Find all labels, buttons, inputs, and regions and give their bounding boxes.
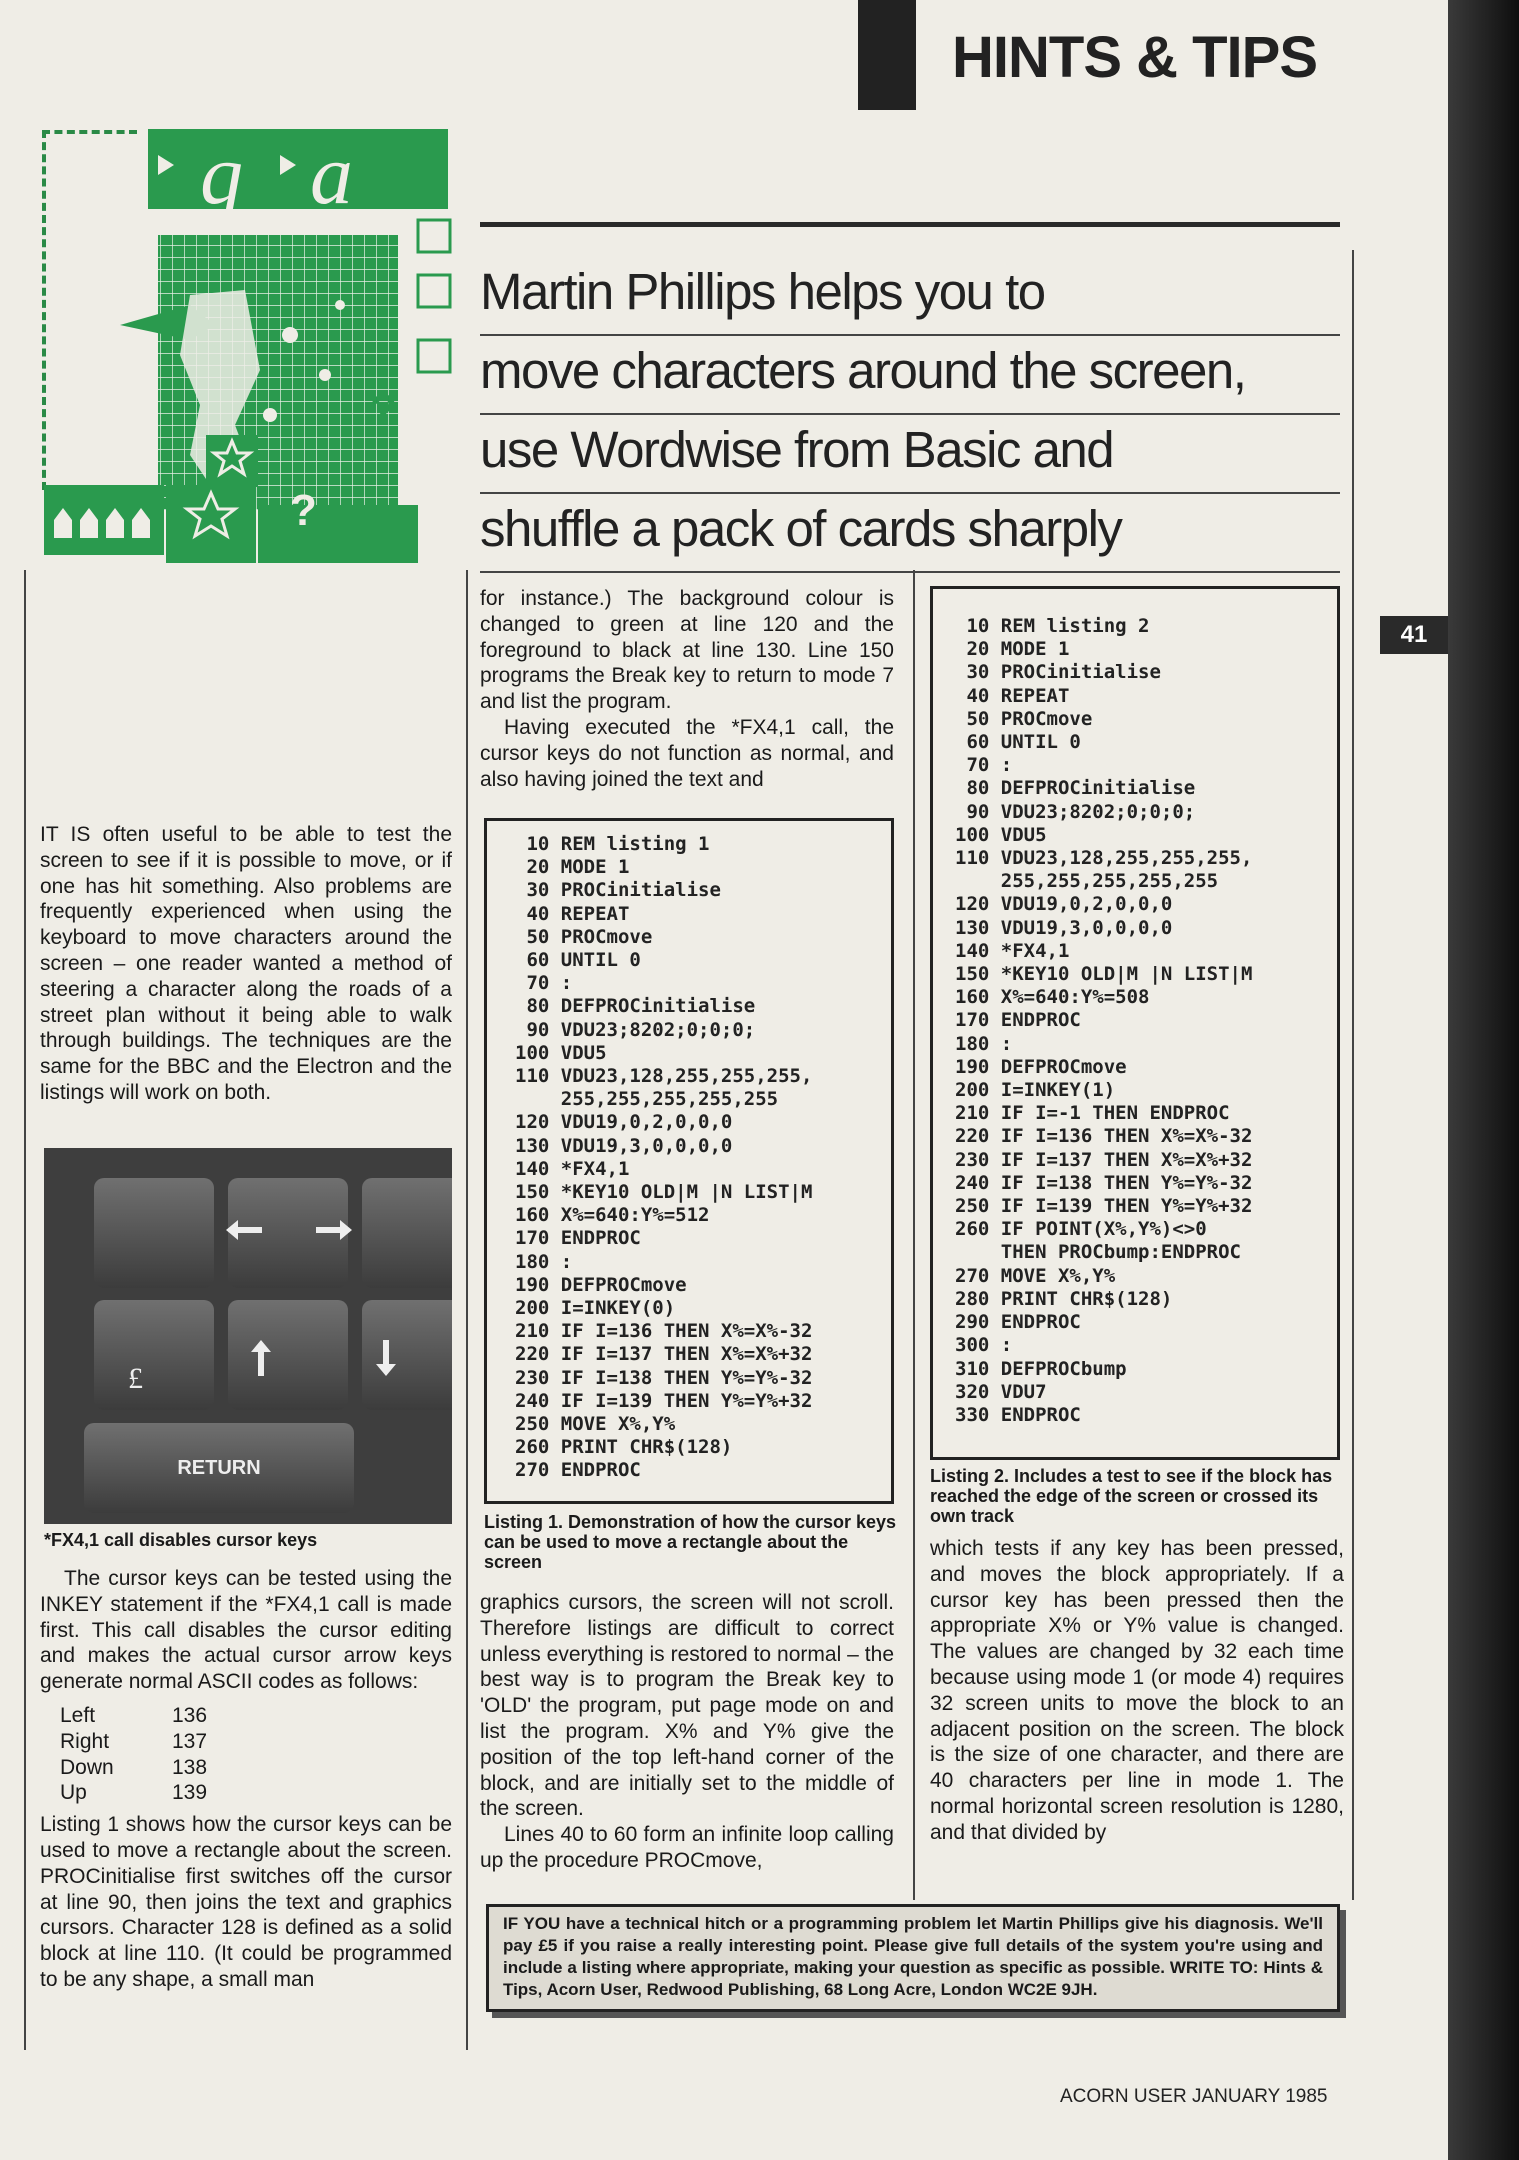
code-line: 90 VDU23;8202;0;0;0; (955, 800, 1196, 823)
code-line: 20 MODE 1 (955, 638, 1070, 661)
code-line: 300 : (955, 1334, 1013, 1357)
paragraph: Listing 1 shows how the cursor keys can be used to move a rectangle about the screen. PROCinitialise first switches off the cursor at line 90, then joins the text and graphics cursors. Character 128 is defined as a solid block at line 110. (It could be programmed to be any shape, a small man (40, 1813, 452, 1991)
column-3-body (930, 1536, 1344, 1846)
svg-text:q: q (200, 126, 243, 222)
code-line: THEN PROCbump:ENDPROC (955, 1241, 1241, 1264)
key-code-row (60, 1703, 207, 1729)
headline-line: move characters around the screen, (480, 336, 1340, 415)
code-line: 140 *FX4,1 (955, 939, 1070, 962)
code-line: 10 REM listing 1 (515, 833, 710, 855)
listing-2-caption: Listing 2. Includes a test to see if the block has reached the edge of the screen or crossed its own track (930, 1466, 1333, 1526)
code-line: 200 I=INKEY(0) (515, 1297, 676, 1320)
code-line: 280 PRINT CHR$(128) (955, 1287, 1173, 1310)
code-line: 130 VDU19,3,0,0,0,0 (955, 916, 1173, 939)
key-name: Right (60, 1729, 110, 1753)
listing-2-code (955, 615, 1337, 1427)
key-code: 137 (172, 1729, 208, 1753)
svg-text:£: £ (128, 1362, 143, 1394)
code-line: 150 *KEY10 OLD|M |N LIST|M (955, 963, 1253, 986)
code-line: 220 IF I=136 THEN X%=X%-32 (955, 1125, 1253, 1148)
code-line: 200 I=INKEY(1) (955, 1079, 1116, 1102)
code-line: 260 IF POINT(X%,Y%)<>0 (955, 1218, 1207, 1241)
right-arrow-icon (314, 1218, 354, 1242)
code-line: 210 IF I=136 THEN X%=X%-32 (515, 1320, 813, 1343)
code-line: 240 IF I=139 THEN Y%=Y%+32 (515, 1389, 813, 1412)
left-arrow-icon (224, 1218, 264, 1242)
section-header: HINTS & TIPS (952, 25, 1318, 90)
down-arrow-icon (374, 1338, 398, 1378)
code-line: 270 MOVE X%,Y% (955, 1264, 1116, 1287)
code-line: 230 IF I=137 THEN X%=X%+32 (955, 1148, 1253, 1171)
submission-info-box: IF YOU have a technical hitch or a programming problem let Martin Phillips give his diagnosis. We'll pay £5 if you raise a really interesting point. Please give full details of the system you're using and include a listing where appropriate, making your question as specific as possible. WRITE TO: Hints & Tips, Acorn User, Redwood Publishing, 68 Long Acre, London WC2E 9JH. (486, 1904, 1340, 2012)
column-2-top (480, 586, 894, 792)
code-line: 330 ENDPROC (955, 1403, 1081, 1426)
code-line: 210 IF I=-1 THEN ENDPROC (955, 1102, 1230, 1125)
code-line: 160 X%=640:Y%=512 (515, 1204, 710, 1227)
photo-key (94, 1178, 214, 1288)
code-line: 110 VDU23,128,255,255,255, (515, 1065, 813, 1088)
photo-key-return (84, 1423, 354, 1513)
paragraph: graphics cursors, the screen will not scroll. Therefore listings are difficult to correct unless everything is restored to normal – the best way is to program the Break key to 'OLD' the program, put page mode on and list the program. X% and Y% give the position of the top left-hand corner of the block, and are initially set to the middle of the screen. (480, 1591, 894, 1821)
listing-1 (484, 818, 894, 1504)
code-line: 170 ENDPROC (955, 1009, 1081, 1032)
key-code: 138 (172, 1755, 208, 1779)
code-line: 50 PROCmove (515, 925, 653, 948)
qa-logo (40, 125, 460, 565)
up-arrow-icon (249, 1338, 273, 1378)
code-line: 290 ENDPROC (955, 1311, 1081, 1334)
code-line: 230 IF I=138 THEN Y%=Y%-32 (515, 1366, 813, 1389)
key-code-table (60, 1703, 207, 1806)
code-line: 150 *KEY10 OLD|M |N LIST|M (515, 1181, 813, 1204)
code-line: 40 REPEAT (515, 902, 630, 925)
code-line: 270 ENDPROC (515, 1459, 641, 1482)
code-line: 70 : (955, 754, 1013, 777)
code-line: 90 VDU23;8202;0;0;0; (515, 1018, 756, 1041)
code-line: 190 DEFPROCmove (955, 1055, 1127, 1078)
code-line: 255,255,255,255,255 (955, 870, 1219, 893)
code-line: 180 : (515, 1250, 573, 1273)
code-line: 240 IF I=138 THEN Y%=Y%-32 (955, 1171, 1253, 1194)
code-line: 255,255,255,255,255 (515, 1088, 779, 1111)
code-line: 130 VDU19,3,0,0,0,0 (515, 1134, 733, 1157)
code-line: 110 VDU23,128,255,255,255, (955, 847, 1253, 870)
intro-paragraph: IT IS often useful to be able to test the screen to see if it is possible to move, or if one has hit something. Also problems are frequently experienced when using the keyboard to move characters around the screen – one reader wanted a method of steering a character along the roads of a street plan without it being able to walk through buildings. The techniques are the same for the BBC and the Electron and the listings will work on both. (40, 823, 452, 1104)
code-line: 10 REM listing 2 (955, 615, 1150, 637)
photo-key (94, 1300, 214, 1410)
column-rule (466, 570, 468, 2050)
svg-text:?: ? (370, 386, 397, 435)
key-code: 136 (172, 1703, 208, 1727)
code-line: 160 X%=640:Y%=508 (955, 986, 1150, 1009)
key-name: Left (60, 1703, 96, 1727)
code-line: 30 PROCinitialise (955, 661, 1161, 684)
code-line: 70 : (515, 972, 573, 995)
photo-key (228, 1300, 348, 1410)
code-line: 30 PROCinitialise (515, 879, 721, 902)
page-number: 41 (1380, 616, 1448, 654)
headline-line: use Wordwise from Basic and (480, 415, 1340, 494)
listing-2 (930, 586, 1340, 1460)
code-line: 80 DEFPROCinitialise (955, 777, 1196, 800)
code-line: 220 IF I=137 THEN X%=X%+32 (515, 1343, 813, 1366)
code-line: 190 DEFPROCmove (515, 1273, 687, 1296)
key-code-row (60, 1755, 207, 1781)
code-line: 120 VDU19,0,2,0,0,0 (515, 1111, 733, 1134)
code-line: 140 *FX4,1 (515, 1157, 630, 1180)
page-footer: ACORN USER JANUARY 1985 (1060, 2086, 1328, 2107)
svg-text:a: a (310, 126, 353, 222)
paragraph: Lines 40 to 60 form an infinite loop calling up the procedure PROCmove, (480, 1823, 894, 1872)
article-headline (480, 222, 1340, 573)
code-line: 100 VDU5 (955, 823, 1047, 846)
paragraph: for instance.) The background colour is changed to green at line 120 and the foreground to black at line 130. Line 150 programs the Break key to return to mode 7 and list the program. (480, 587, 894, 714)
code-line: 250 MOVE X%,Y% (515, 1413, 676, 1436)
paragraph: Having executed the *FX4,1 call, the cursor keys do not function as normal, and also having joined the text and (480, 715, 894, 791)
listing-1-code (515, 833, 891, 1483)
key-name: Up (60, 1781, 87, 1805)
code-line: 40 REPEAT (955, 684, 1070, 707)
column-2-body (480, 1590, 894, 1874)
headline-top-rule (480, 222, 1340, 227)
header-bar (858, 0, 916, 110)
code-line: 310 DEFPROCbump (955, 1357, 1127, 1380)
pound-sign-icon (124, 1360, 154, 1394)
column-rule (913, 570, 915, 1900)
code-line: 80 DEFPROCinitialise (515, 995, 756, 1018)
page-binding-edge (1448, 0, 1519, 2160)
code-line: 100 VDU5 (515, 1041, 607, 1064)
code-line: 320 VDU7 (955, 1380, 1047, 1403)
key-code-row (60, 1729, 207, 1755)
key-code: 139 (172, 1781, 208, 1805)
photo-caption: *FX4,1 call disables cursor keys (44, 1530, 318, 1550)
listing-1-caption: Listing 1. Demonstration of how the cursor keys can be used to move a rectangle about the screen (484, 1512, 897, 1572)
code-line: 260 PRINT CHR$(128) (515, 1436, 733, 1459)
code-line: 60 UNTIL 0 (955, 731, 1081, 754)
code-line: 120 VDU19,0,2,0,0,0 (955, 893, 1173, 916)
key-name: Down (60, 1755, 114, 1779)
return-key-label: RETURN (177, 1457, 261, 1479)
paragraph: which tests if any key has been pressed, and moves the block appropriately. If a cursor key has been pressed then the appropriate X% or Y% value is changed. The values are changed by 32 each time because using mode 1 (or mode 4) requires 32 screen units to move the block to an adjacent position on the screen. The block is the size of one character, and there are 40 characters per line in mode 1. The normal horizontal screen resolution is 1280, and that divided by (930, 1537, 1344, 1844)
paragraph: The cursor keys can be tested using the INKEY statement if the *FX4,1 call is made first. This call disables the cursor editing and makes the actual cursor arrow keys generate normal ASCII codes as follows: (40, 1567, 452, 1694)
column-rule (24, 570, 26, 2050)
code-line: 50 PROCmove (955, 707, 1093, 730)
keyboard-photo (44, 1148, 452, 1524)
headline-line: shuffle a pack of cards sharply (480, 494, 1340, 573)
column-1-body (40, 1566, 452, 1993)
code-line: 180 : (955, 1032, 1013, 1055)
svg-text:?: ? (290, 486, 317, 535)
photo-key (362, 1178, 452, 1288)
key-code-row (60, 1780, 207, 1806)
column-1-intro (40, 822, 452, 1106)
code-line: 60 UNTIL 0 (515, 949, 641, 972)
headline-line: Martin Phillips helps you to (480, 257, 1340, 336)
column-rule (1352, 250, 1354, 1900)
code-line: 20 MODE 1 (515, 856, 630, 879)
code-line: 170 ENDPROC (515, 1227, 641, 1250)
code-line: 250 IF I=139 THEN Y%=Y%+32 (955, 1195, 1253, 1218)
